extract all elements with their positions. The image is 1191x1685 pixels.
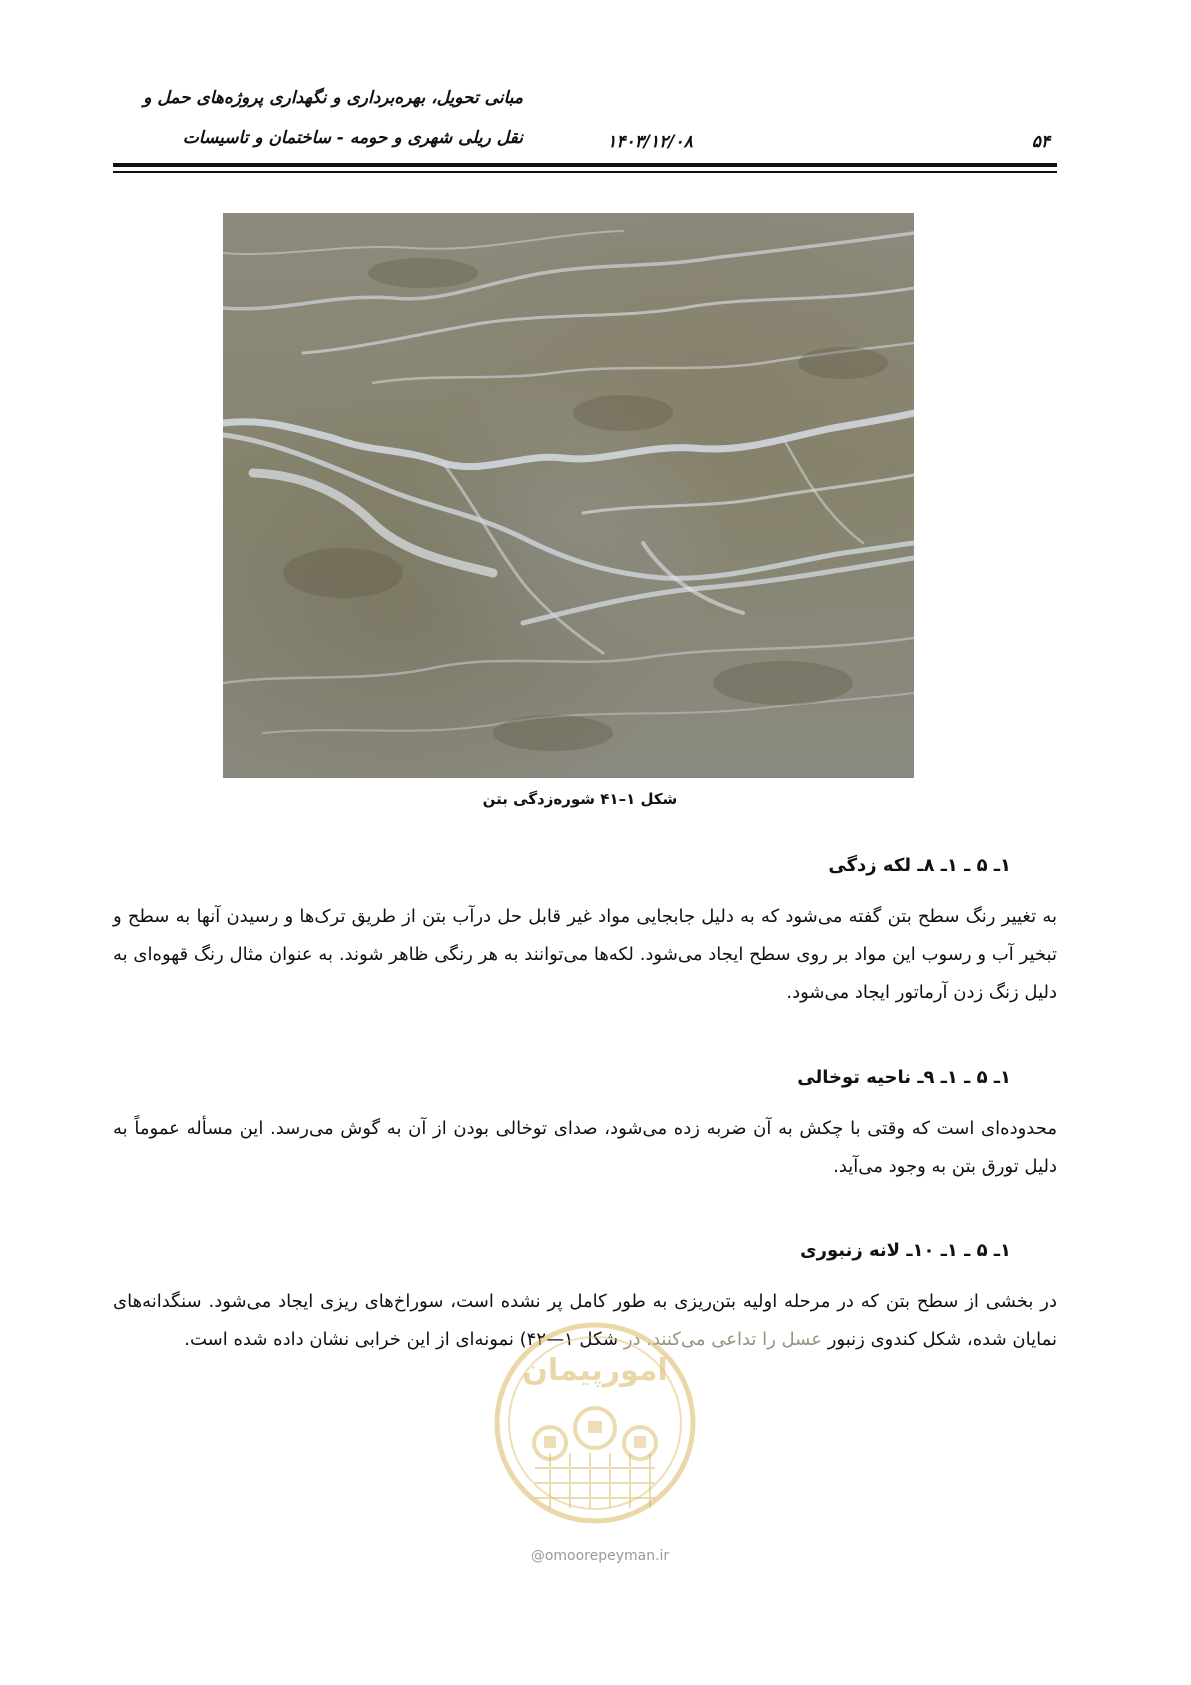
honeycomb-text-part2: شکل ۱—۴۲) نمونه‌ای از این خرابی نشان داده شده است. — [184, 1329, 619, 1350]
running-header-title-line1: مبانی تحویل، بهره‌برداری و نگهداری پروژه‌های حمل و — [143, 88, 523, 108]
section-heading-staining: ۱ـ ۵ ـ ۱ـ ۸ـ لکه زدگی — [828, 855, 1011, 876]
honeycomb-text-faded: عسل را تداعی می‌کنند. در — [623, 1329, 822, 1350]
running-header-date: ۱۴۰۳/۱۲/۰۸ — [607, 132, 693, 152]
figure-caption: شکل ۱–۴۱ شوره‌زدگی بتن — [482, 790, 678, 808]
watermark-seal-icon — [490, 1318, 700, 1528]
header-rule-thin — [113, 171, 1057, 173]
efflorescence-texture — [223, 213, 914, 778]
section-paragraph-staining: به تغییر رنگ سطح بتن گفته می‌شود که به دلیل جابجایی مواد غیر قابل حل درآب بتن از طریق ترک‌ها و رسیدن آنها به سطح و تبخیر آب و رسوب این مواد بر روی سطح ایجاد می‌شود. لکه‌ها می‌توانند به هر رنگی ظاهر شوند. به عنوان مثال رنگ قهوه‌ای به دلیل زنگ زدن آرماتور ایجاد می‌شود. — [113, 906, 1057, 1003]
section-heading-honeycomb: ۱ـ ۵ ـ ۱ـ ۱۰ـ لانه زنبوری — [800, 1240, 1011, 1261]
watermark-url: @omoorepeyman.ir — [530, 1548, 670, 1564]
section-heading-hollow-area: ۱ـ ۵ ـ ۱ـ ۹ـ ناحیه توخالی — [797, 1067, 1011, 1088]
concrete-efflorescence-photo — [223, 213, 914, 778]
watermark-logo-text: امورپیمان — [522, 1353, 668, 1388]
omoorepeyman-watermark-logo — [490, 1318, 700, 1528]
page-number: ۵۴ — [1031, 132, 1050, 152]
running-header-title-line2: نقل ریلی شهری و حومه - ساختمان و تاسیسات — [182, 128, 523, 148]
header-rule-thick — [113, 163, 1057, 167]
section-paragraph-hollow-area: محدوده‌ای است که وقتی با چکش به آن ضربه زده می‌شود، صدای توخالی بودن از آن به گوش می‌رسد. این مسأله عموماً به دلیل تورق بتن به وجود می‌آید. — [113, 1118, 1057, 1177]
honeycomb-text-part1: در بخشی از سطح بتن که در مرحله اولیه بتن‌ریزی به طور کامل پر نشده است، سوراخ‌های ریزی ایجاد می‌شود. سنگدانه‌های نمایان شده، شکل کندوی زنبور — [113, 1291, 1057, 1350]
